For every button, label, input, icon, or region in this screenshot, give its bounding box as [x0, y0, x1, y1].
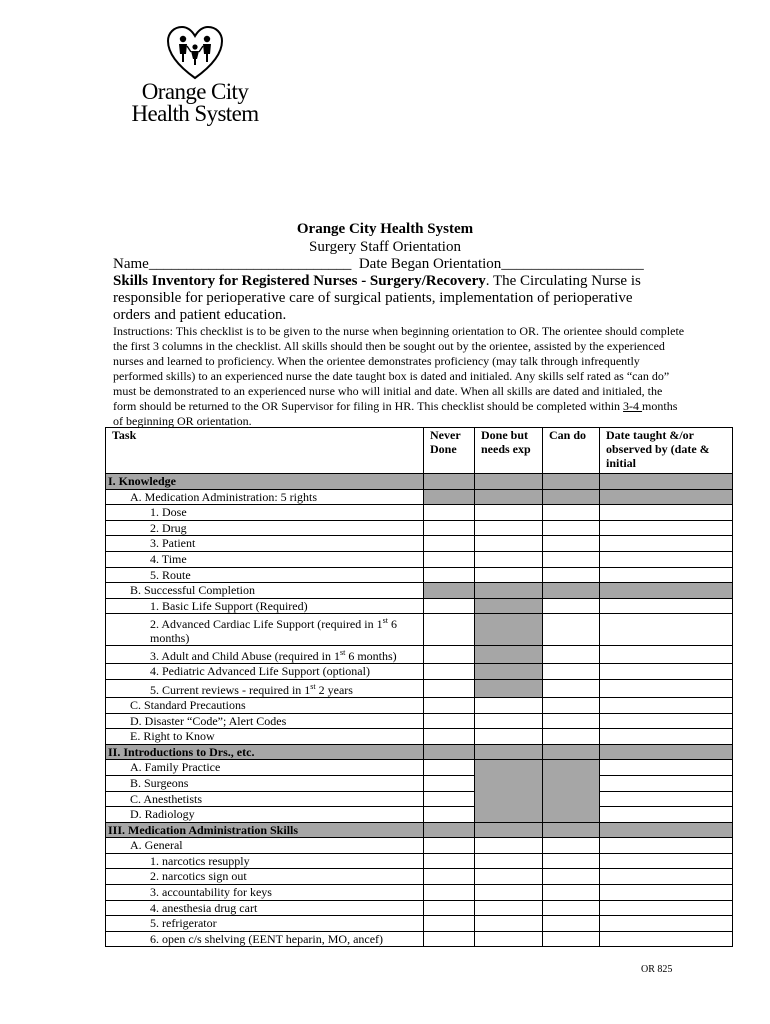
never-cell[interactable] — [424, 931, 475, 947]
done-but-cell[interactable] — [475, 885, 543, 901]
table-header-row — [106, 428, 733, 474]
never-cell[interactable] — [424, 664, 475, 680]
can-do-cell[interactable] — [543, 869, 600, 885]
never-cell[interactable] — [424, 791, 475, 807]
logo — [120, 25, 270, 125]
done-but-cell[interactable] — [475, 551, 543, 567]
task-cell: 4. Time — [106, 551, 424, 567]
instructions-text: Instructions: This checklist is to be given to the nurse when beginning orientation to OR. The orientee should complete the first 3 columns in the checklist. All skills should then be sought out by the orientee, assisted by the experienced nurses and learned to proficiency. When the orientee demonstrates proficiency (may talk through infrequently performed skills) to an experienced nurse the date taught box is dated and initialed. Any skills self rated as “can do” must be demonstrated to an experienced nurse who will initial and date. When all skills are dated and initialed, the form should be returned to the OR Supervisor for filing in HR. This checklist should be completed within — [113, 324, 685, 413]
date-taught-cell[interactable] — [600, 713, 733, 729]
task-cell: B. Surgeons — [106, 775, 424, 791]
table-row — [106, 807, 733, 823]
date-taught-cell[interactable] — [600, 598, 733, 614]
done-but-cell[interactable] — [475, 536, 543, 552]
page-subtitle: Surgery Staff Orientation — [309, 239, 461, 255]
table-row — [106, 822, 733, 838]
task-cell: III. Medication Administration Skills — [106, 822, 424, 838]
done-but-cell[interactable] — [475, 713, 543, 729]
never-cell[interactable] — [424, 838, 475, 854]
instructions-text-end: months of beginning OR orientation. — [113, 399, 678, 428]
date-taught-cell[interactable] — [600, 838, 733, 854]
done-but-cell — [475, 614, 543, 646]
header-task: Task — [106, 428, 424, 474]
task-cell: 3. accountability for keys — [106, 885, 424, 901]
skills-heading-rest: . The Circulating Nurse is responsible for perioperative care of surgical patients, implementation of perioperative orders and patient education. — [113, 273, 641, 323]
never-cell[interactable] — [424, 775, 475, 791]
done-but-cell[interactable] — [475, 729, 543, 745]
task-cell: D. Disaster “Code”; Alert Codes — [106, 713, 424, 729]
table-row — [106, 760, 733, 776]
table-row — [106, 931, 733, 947]
task-cell: 2. Drug — [106, 520, 424, 536]
done-but-cell — [475, 822, 543, 838]
date-taught-cell — [600, 744, 733, 760]
table-row — [106, 713, 733, 729]
date-taught-cell — [600, 583, 733, 599]
date-taught-cell[interactable] — [600, 791, 733, 807]
date-taught-cell[interactable] — [600, 729, 733, 745]
date-taught-cell[interactable] — [600, 567, 733, 583]
task-cell: C. Standard Precautions — [106, 697, 424, 713]
done-but-cell — [475, 583, 543, 599]
done-but-cell — [475, 489, 543, 505]
never-cell[interactable] — [424, 729, 475, 745]
done-but-cell[interactable] — [475, 567, 543, 583]
task-cell: 5. refrigerator — [106, 916, 424, 932]
header-done-but-needs-exp: Done but needs exp — [475, 428, 543, 474]
date-taught-cell[interactable] — [600, 551, 733, 567]
never-cell[interactable] — [424, 760, 475, 776]
never-cell[interactable] — [424, 807, 475, 823]
header-date-taught: Date taught &/or observed by (date & initial — [600, 428, 733, 474]
never-cell — [424, 489, 475, 505]
name-label: Name — [113, 256, 149, 272]
can-do-cell[interactable] — [543, 885, 600, 901]
never-cell — [424, 822, 475, 838]
can-do-cell[interactable] — [543, 551, 600, 567]
done-but-cell — [475, 664, 543, 680]
can-do-cell[interactable] — [543, 853, 600, 869]
done-but-cell[interactable] — [475, 869, 543, 885]
can-do-cell[interactable] — [543, 646, 600, 664]
done-but-cell — [475, 474, 543, 490]
name-line — [113, 256, 644, 273]
table-row — [106, 567, 733, 583]
table-row — [106, 885, 733, 901]
table-row — [106, 583, 733, 599]
table-row — [106, 536, 733, 552]
can-do-cell[interactable] — [543, 729, 600, 745]
table-row — [106, 614, 733, 646]
never-cell[interactable] — [424, 614, 475, 646]
task-cell: C. Anesthetists — [106, 791, 424, 807]
task-cell: D. Radiology — [106, 807, 424, 823]
never-cell[interactable] — [424, 646, 475, 664]
can-do-cell[interactable] — [543, 505, 600, 521]
date-taught-cell[interactable] — [600, 885, 733, 901]
checklist-table — [105, 427, 733, 947]
done-but-cell[interactable] — [475, 697, 543, 713]
header-never-done: Never Done — [424, 428, 475, 474]
table-row — [106, 853, 733, 869]
table-row — [106, 598, 733, 614]
date-taught-cell[interactable] — [600, 646, 733, 664]
can-do-cell — [543, 474, 600, 490]
date-taught-cell[interactable] — [600, 505, 733, 521]
never-cell — [424, 744, 475, 760]
never-cell[interactable] — [424, 598, 475, 614]
task-cell: 3. Patient — [106, 536, 424, 552]
date-taught-cell — [600, 822, 733, 838]
instructions-months: 3-4 — [623, 399, 643, 413]
date-taught-cell[interactable] — [600, 664, 733, 680]
task-cell: 3. Adult and Child Abuse (required in 1st 6 months) — [106, 646, 424, 664]
can-do-cell[interactable] — [543, 931, 600, 947]
done-but-cell[interactable] — [475, 505, 543, 521]
can-do-cell[interactable] — [543, 567, 600, 583]
date-began-blank[interactable]: ___________________ — [501, 256, 644, 272]
task-cell: 1. narcotics resupply — [106, 853, 424, 869]
date-taught-cell[interactable] — [600, 931, 733, 947]
task-cell: 1. Dose — [106, 505, 424, 521]
date-taught-cell[interactable] — [600, 614, 733, 646]
table-row — [106, 916, 733, 932]
task-cell: 4. anesthesia drug cart — [106, 900, 424, 916]
never-cell — [424, 583, 475, 599]
table-row — [106, 729, 733, 745]
done-but-cell — [475, 744, 543, 760]
date-taught-cell[interactable] — [600, 760, 733, 776]
table-row — [106, 551, 733, 567]
page-title: Orange City Health System — [296, 221, 474, 237]
done-but-cell — [475, 679, 543, 697]
done-but-cell[interactable] — [475, 900, 543, 916]
done-but-cell[interactable] — [475, 916, 543, 932]
never-cell[interactable] — [424, 697, 475, 713]
date-taught-cell[interactable] — [600, 869, 733, 885]
can-do-cell[interactable] — [543, 536, 600, 552]
never-cell[interactable] — [424, 567, 475, 583]
never-cell[interactable] — [424, 900, 475, 916]
instructions — [113, 324, 688, 429]
can-do-cell[interactable] — [543, 664, 600, 680]
table-row — [106, 474, 733, 490]
task-cell: A. General — [106, 838, 424, 854]
table-row — [106, 838, 733, 854]
header-can-do: Can do — [543, 428, 600, 474]
task-cell: 2. Advanced Cardiac Life Support (required in 1st 6 months) — [106, 614, 424, 646]
done-but-cell — [475, 646, 543, 664]
done-but-cell[interactable] — [475, 853, 543, 869]
never-cell[interactable] — [424, 916, 475, 932]
done-but-cell[interactable] — [475, 931, 543, 947]
task-cell: A. Medication Administration: 5 rights — [106, 489, 424, 505]
date-taught-cell[interactable] — [600, 520, 733, 536]
table-row — [106, 900, 733, 916]
never-cell[interactable] — [424, 713, 475, 729]
done-but-cell — [475, 598, 543, 614]
table-row — [106, 744, 733, 760]
task-cell: I. Knowledge — [106, 474, 424, 490]
table-row — [106, 869, 733, 885]
table-row — [106, 679, 733, 697]
never-cell — [424, 474, 475, 490]
can-do-cell — [543, 489, 600, 505]
date-taught-cell[interactable] — [600, 853, 733, 869]
never-cell[interactable] — [424, 885, 475, 901]
skills-heading-bold: Skills Inventory for Registered Nurses - Surgery/Recovery — [113, 273, 486, 289]
table-row — [106, 791, 733, 807]
task-cell: E. Right to Know — [106, 729, 424, 745]
table-row — [106, 489, 733, 505]
table-row — [106, 664, 733, 680]
task-cell: A. Family Practice — [106, 760, 424, 776]
skills-heading — [113, 273, 673, 324]
done-but-cell[interactable] — [475, 838, 543, 854]
can-do-cell[interactable] — [543, 697, 600, 713]
table-row — [106, 520, 733, 536]
table-row — [106, 775, 733, 791]
can-do-cell — [543, 760, 600, 822]
never-cell[interactable] — [424, 869, 475, 885]
task-cell: 4. Pediatric Advanced Life Support (optional) — [106, 664, 424, 680]
date-taught-cell[interactable] — [600, 807, 733, 823]
can-do-cell[interactable] — [543, 713, 600, 729]
can-do-cell — [543, 744, 600, 760]
date-taught-cell[interactable] — [600, 775, 733, 791]
can-do-cell — [543, 822, 600, 838]
date-taught-cell[interactable] — [600, 916, 733, 932]
can-do-cell[interactable] — [543, 679, 600, 697]
can-do-cell[interactable] — [543, 900, 600, 916]
never-cell[interactable] — [424, 551, 475, 567]
date-taught-cell[interactable] — [600, 900, 733, 916]
task-cell: 2. narcotics sign out — [106, 869, 424, 885]
never-cell[interactable] — [424, 853, 475, 869]
can-do-cell[interactable] — [543, 520, 600, 536]
can-do-cell[interactable] — [543, 916, 600, 932]
never-cell[interactable] — [424, 679, 475, 697]
done-but-cell[interactable] — [475, 520, 543, 536]
never-cell[interactable] — [424, 520, 475, 536]
task-cell: II. Introductions to Drs., etc. — [106, 744, 424, 760]
done-but-cell — [475, 760, 543, 822]
can-do-cell[interactable] — [543, 614, 600, 646]
date-taught-cell[interactable] — [600, 536, 733, 552]
name-blank[interactable]: ___________________________ — [148, 256, 359, 272]
date-taught-cell[interactable] — [600, 679, 733, 697]
heart-family-icon — [166, 25, 224, 81]
table-row — [106, 697, 733, 713]
table-row — [106, 646, 733, 664]
logo-line-2: Health System — [131, 101, 259, 126]
can-do-cell[interactable] — [543, 598, 600, 614]
task-cell: 5. Route — [106, 567, 424, 583]
can-do-cell — [543, 583, 600, 599]
table-row — [106, 505, 733, 521]
can-do-cell[interactable] — [543, 838, 600, 854]
logo-line-1: Orange City — [141, 79, 249, 104]
date-began-label: Date Began Orientation — [358, 256, 502, 272]
task-cell: 5. Current reviews - required in 1st 2 years — [106, 679, 424, 697]
date-taught-cell[interactable] — [600, 697, 733, 713]
date-taught-cell — [600, 474, 733, 490]
task-cell: B. Successful Completion — [106, 583, 424, 599]
date-taught-cell — [600, 489, 733, 505]
never-cell[interactable] — [424, 536, 475, 552]
task-cell: 6. open c/s shelving (EENT heparin, MO, ancef) — [106, 931, 424, 947]
form-number: OR 825 — [641, 964, 673, 975]
task-cell: 1. Basic Life Support (Required) — [106, 598, 424, 614]
never-cell[interactable] — [424, 505, 475, 521]
